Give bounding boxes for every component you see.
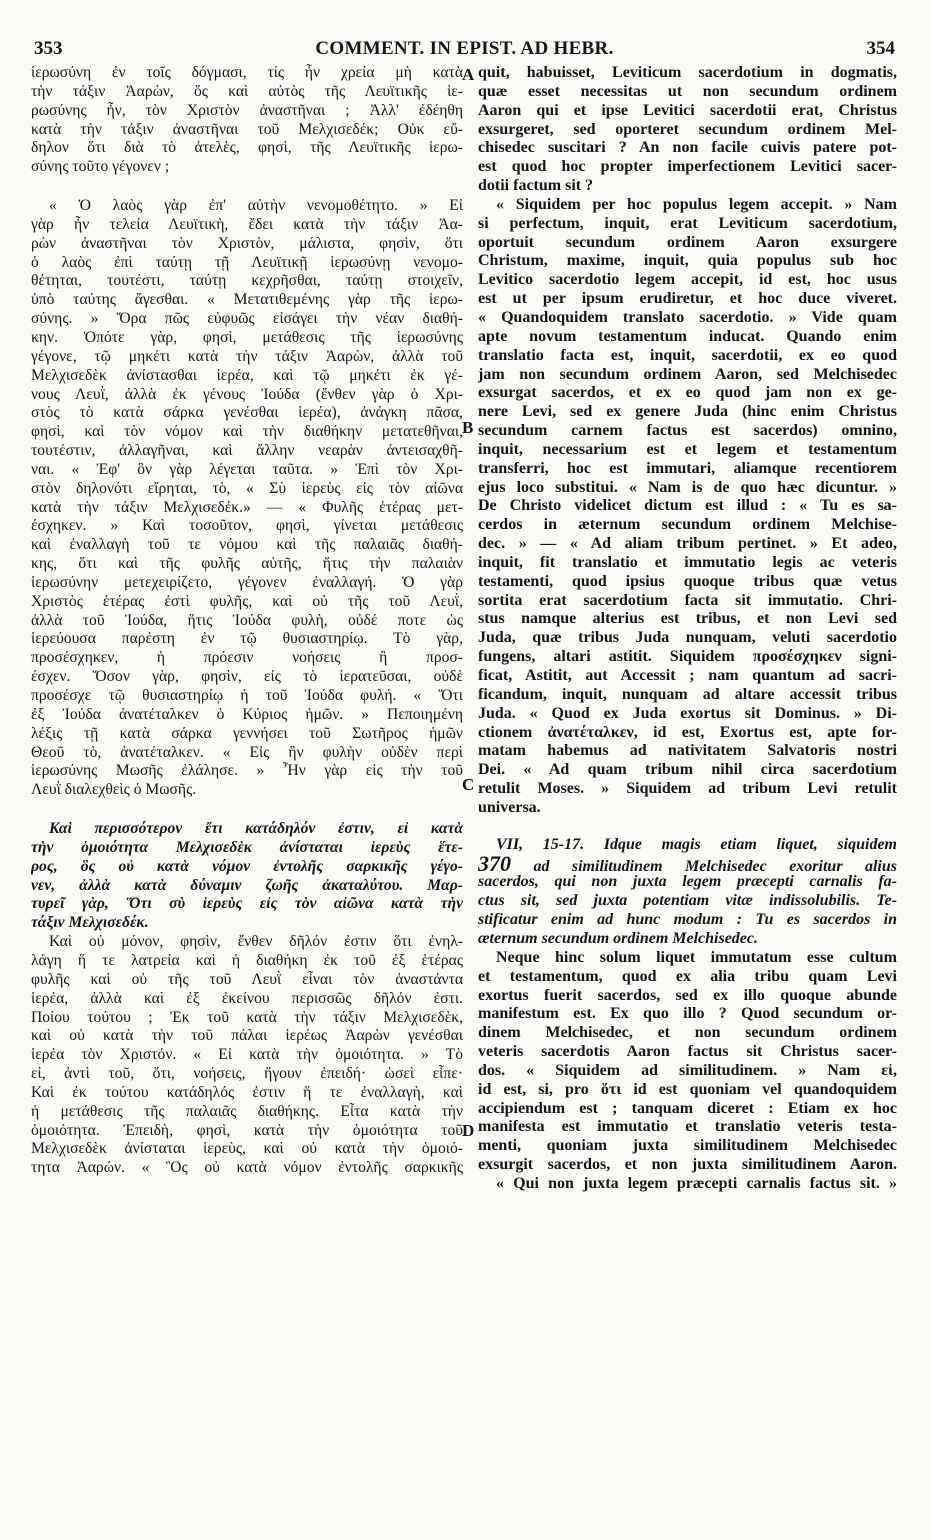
running-title: COMMENT. IN EPIST. AD HEBR. (315, 38, 614, 59)
latin-column (478, 64, 897, 1194)
greek-text-line: Θεοῦ τὸ, ἀνατέταλκεν. « Εἰς ἣν φυλὴν οὐδὲν περὶ (31, 743, 463, 761)
latin-text-line: translatio facta est, inquit, sacerdotii, ex eo quod (478, 346, 897, 364)
latin-text-line: De Christo videlicet dictum est illud : « Tu es sa- (478, 497, 897, 515)
greek-text-line: νους Λευῒ, ἀλλὰ ἐκ γένους Ἰούδα (ἔνθεν γὰρ ὁ Χρι- (31, 385, 463, 403)
latin-text-line: exortus fuerit sacerdos, sed ex illo quoque abunde (478, 986, 897, 1004)
latin-text-line: chisedec suscitari ? An non facile cuivis patere pot- (478, 139, 897, 157)
latin-text-line: stificatur enim ad hunc modum : Tu es sacerdos in (478, 911, 897, 929)
latin-text-line: menti, quoniam juxta similitudinem Melchisedec (478, 1137, 897, 1155)
greek-text-line: Μελχισεδὲκ ἀνίστασθαι ἱερέα, καὶ τῷ μηκέτι ἐκ γέ- (31, 366, 463, 384)
greek-text-line: τὴν ὁμοιότητα Μελχισεδὲκ ἀνίσταται ἱερεὺς ἕτε- (31, 838, 463, 856)
latin-text-line: « Quandoquidem translato sacerdotio. » Vide quam (478, 308, 897, 326)
greek-text-line: λάγη ἥ τε λατρεία καὶ ἡ διαθήκη ἐκ τοῦ ἐξ ἑτέρας (31, 951, 463, 969)
greek-text-line: στὸς τὸ κατὰ σάρκα γενέσθαι ἱερέα), ἀνάγκη πᾶσα, (31, 404, 463, 422)
latin-text-line: manifesta est immutatio et translatio veteris testa- (478, 1118, 897, 1136)
greek-text-line: ὁ λαὸς ἐπὶ ταύτῃ τῇ Λευϊτικῇ ἱερωσύνῃ νενομο- (31, 253, 463, 271)
latin-text-line: est quod hoc propter imperfectionem Levitici sacer- (478, 158, 897, 176)
greek-text-line: ναι. « Ἐφ' ὃν γὰρ λέγεται ταῦτα. » Ἐπὶ τὸν Χρι- (31, 460, 463, 478)
greek-text-line: Καὶ οὐ μόνον, φησὶν, ἔνθεν δῆλόν ἐστιν ὅτι ἐνηλ- (49, 933, 463, 951)
latin-text-line: Aaron qui et ipse Levitici sacerdotii erat, Christus (478, 101, 897, 119)
greek-text-line: θέτηται, τουτέστι, ταύτῃ κεχρῆσθαι, ταύτῃ στοιχεῖν, (31, 272, 463, 290)
greek-text-line: γὰρ ἦν τελεία Λευϊτικὴ, ἔδει κατὰ τὴν τάξιν Ἀα- (31, 215, 463, 233)
latin-text-line: nere Levi, sed ex genere Juda (hinc enim Christus (478, 403, 897, 421)
greek-text-line: φυλῆς καὶ οὐ τῆς τοῦ Λευῒ εἶναι τὸν ἀναστάντα (31, 970, 463, 988)
latin-text-line: manifestum est. Ex quo illo ? Quod secundum or- (478, 1005, 897, 1023)
latin-text-line: Christum, maxime, inquit, quia populus sub hoc (478, 252, 897, 270)
latin-text-line: retulit Moses. » Siquidem ad tribum Levi retulit (478, 780, 897, 798)
greek-text-line: ἱερωσύνης Μωσῆς ἐλάλησε. » Ἦν γὰρ εἰς τὴν τοῦ (31, 762, 463, 780)
latin-text-line: exsurgat sacerdos, et ex eo quod jam non ex ge- (478, 384, 897, 402)
greek-text-line: ὁμοιότητα. Ἐπειδὴ, φησὶ, κατὰ τὴν ὁμοιότητα τοῦ (31, 1121, 463, 1139)
greek-text-line: ἱερέα τὸν Χριστόν. « Εἰ κατὰ τὴν ὁμοιότητα. » Τὸ (31, 1046, 463, 1064)
greek-text-line: τητα Ἀαρών. « Ὃς οὐ κατὰ νόμον ἐντολῆς σαρκικῆς (31, 1159, 463, 1177)
paragraph-gap (31, 800, 463, 820)
greek-text-line: κατὰ τὴν τάξιν ἀναστῆναι τοῦ Μελχισεδέκ; Οὐκ εὔ- (31, 120, 463, 138)
latin-text-line: Dei. « Ad quam tribum nihil circa sacerdotium (478, 761, 897, 779)
running-header (34, 38, 895, 62)
latin-text-line: testamenti, quod ipsius quoque tribus quæ vetus (478, 572, 897, 590)
latin-text-line: et testamentum, quod ex alia tribu quam Levi (478, 967, 897, 985)
latin-text-line: cerdos in æternum secundum ordinem Melchise- (478, 516, 897, 534)
latin-text-line: sacerdos, qui non juxta legem præcepti carnalis fa- (478, 873, 897, 891)
greek-text-line: έσχηκεν. » Καὶ τοσοῦτον, φησὶ, γίνεται μετάθεσις (31, 517, 463, 535)
greek-text-line: γέγονε, τῷ μηκέτι κατὰ τὴν τάξιν Ἀαρὼν, ἀλλὰ τοῦ (31, 347, 463, 365)
greek-text-line: Καὶ περισσότερον ἔτι κατάδηλόν ἐστιν, εἰ κατὰ (49, 820, 463, 838)
greek-text-line: φησὶ, καὶ τὸν νόμον καὶ τὴν διαθήκην μετατεθῆναι, (31, 423, 463, 441)
latin-text-line: Juda, quæ tribus Juda nunquam, veluti sacerdotio (478, 629, 897, 647)
greek-text-line: κατὰ τὴν τάξιν Μελχισεδέκ.» — « Φυλῆς ἑτέρας μετ- (31, 498, 463, 516)
latin-text-line: ficat, Astitit, aut Accessit ; nam quantum ad sacri- (478, 667, 897, 684)
latin-text-line: matam habemus ad nativitatem Salvatoris nostri (478, 742, 897, 760)
paragraph-gap (478, 818, 897, 836)
latin-text-line: transferri, hoc est immutari, aliamque recentiorem (478, 459, 897, 477)
column-number: 370 (478, 854, 511, 874)
latin-text-line: veteris sacerdotis Aaron factus sit Christus sacer- (478, 1043, 897, 1061)
greek-text-line: τὴν τάξιν Ἀαρὼν, ὅς καὶ αὐτὸς τῆς Λευϊτικῆς ἱε- (31, 82, 463, 100)
greek-text-line: προσέσχε τῷ θυσιαστηρίῳ ἡ τοῦ Ἰούδα φυλή. « Ὅτι (31, 687, 463, 704)
latin-text-line: secundum carnem factus est sacerdos) omnino, (478, 422, 897, 440)
latin-text-line: ejus loco substitui. « Nam is de quo hæc dicuntur. » (478, 478, 897, 496)
greek-text-line: λέξις τῇ κατὰ σάρκα γεννήσει τοῦ Σωτῆρος ἡμῶν (31, 724, 463, 742)
latin-text-line: jam non secundum ordinem Aaron, sed Melchisedec (478, 365, 897, 383)
latin-text-line: æternum secundum ordinem Melchisedec. (478, 929, 759, 947)
greek-text-line: « Ὁ λαὸς γὰρ ἐπ' αὐτὴν νενομοθέτητο. » Εἰ (49, 197, 463, 215)
latin-text-line: ficandum, inquit, nunquam ad altare accessit tribus (478, 685, 897, 703)
paragraph-gap (31, 177, 463, 197)
latin-text-line: exsurgeret, sed oporteret secundum ordinem Mel- (478, 120, 897, 138)
page-number-left: 353 (34, 38, 63, 59)
latin-text-line: dec. » — « Ad aliam tribum pertinet. » Et adeo, (478, 535, 897, 553)
latin-text-line: id est, si, pro ὅτι id est quoniam vel quandoquidem (478, 1080, 897, 1098)
latin-text-line: Neque hinc solum liquet immutatum esse cultum (496, 948, 897, 966)
greek-text-line: ἱερωσύνην μετεχειρίζετο, γέγονεν ἐναλλαγή. Ὁ γὰρ (31, 573, 463, 591)
greek-text-line: ρωσύνης ἦν, τὸν Χριστὸν ἀναστῆναι ; Ἀλλ' ἐδέηθη (31, 101, 463, 119)
latin-text-line: dotii factum sit ? (478, 177, 594, 195)
greek-text-line: ρος, ὃς οὐ κατὰ νόμον ἐντολῆς σαρκικῆς γέγο- (31, 857, 463, 875)
latin-text-line: accipiendum est ; tanquam diceret : Etiam ex hoc (478, 1099, 897, 1117)
margin-letter-b: B (462, 418, 474, 437)
greek-column (31, 64, 463, 1178)
greek-text-line: εἰ, ἀντὶ τοῦ, ὅτι, νοήσεις, ἤγουν ἐπειδή· ὡσεὶ εἶπε· (31, 1065, 463, 1083)
greek-text-line: ἱερωσύνη ἐν τοῖς δόγμασι, τίς ἦν χρεία μὴ κατὰ (31, 64, 463, 81)
greek-text-line: τουτέστιν, ἀλλαγῆναι, καὶ ἄλλην νεαρὰν ἀντεισαχθῆ- (31, 442, 463, 460)
greek-text-line: ἀλλὰ τοῦ Ἰούδα, ἥτις Ἰούδα φυλὴ, οὐδέ ποτε ὡς (31, 611, 463, 629)
greek-text-line: Χριστὸς ἑτέρας ἐστὶ φυλῆς, καὶ οὐ τῆς τοῦ Λευῒ, (31, 592, 463, 610)
greek-text-line: κην. Ὁπότε γὰρ, φησὶ, μετάθεσις τῆς ἱερωσύνης (31, 328, 463, 346)
greek-text-line: νεν, ἀλλὰ κατὰ δύναμιν ζωῆς ἀκαταλύτου. Μαρ- (31, 876, 463, 894)
latin-text-line: est ut per ipsum erudiretur, et hoc duce viveret. (478, 290, 897, 308)
latin-text-line: exsurgit sacerdos, et non juxta similitudinem Aaron. (478, 1156, 897, 1174)
greek-text-line: τυρεῖ γὰρ, Ὅτι σὺ ἱερεὺς εἰς τὸν αἰῶνα κατὰ τὴν (31, 895, 463, 913)
latin-text-line: fungens, altari astitit. Siquidem προσέσχηκεν signi- (478, 648, 897, 666)
latin-text-line: oportuit secundum ordinem Aaron exsurgere (478, 233, 897, 251)
greek-text-line: σύνης. » Ὅρα πῶς εὐφυῶς εἰσάγει τὴν νέαν διαθή- (31, 310, 463, 328)
latin-text-line: « Siquidem per hoc populus legem accepit. » Nam (496, 195, 897, 213)
greek-text-line: κης, ὅτι καὶ τῆς φυλῆς αὐτῆς, ἥτις τὴν παλαιὰν (31, 555, 463, 573)
greek-text-line: τάξιν Μελχισεδέκ. (31, 914, 149, 932)
greek-text-line: καὶ ἐναλλαγὴ τοῦ τε νόμου καὶ τῆς παλαιᾶς διαθή- (31, 536, 463, 554)
greek-text-line: ἐξ Ἰούδα ἀνατέταλκεν ὁ Κύριος ἡμῶν. » Πεποιημένη (31, 705, 463, 723)
greek-text-line: καὶ οὐ κατὰ τὴν τοῦ πάλαι ἱερέως Ἀαρὼν γενέσθαι (31, 1027, 463, 1045)
greek-text-line: σύνης τοῦτο γέγονεν ; (31, 158, 170, 176)
latin-text-line: « Qui non juxta legem præcepti carnalis factus sit. » (496, 1174, 897, 1192)
latin-text-line: inquit, necessarium est et legem et testamentum (478, 440, 897, 458)
greek-text-line: Λευῒ διαλεχθεὶς ὁ Μωσῆς. (31, 781, 197, 799)
latin-text-line: apte novum testamentum inducat. Quando enim (478, 327, 897, 345)
latin-text-line: VII, 15-17. Idque magis etiam liquet, siquidem (496, 835, 897, 853)
greek-text-line: Καὶ ἐκ τούτου κατάδηλός ἐστιν ἥ τε ἐναλλαγὴ, καὶ (31, 1083, 463, 1101)
greek-text-line: ἡ μετάθεσις τῆς παλαιᾶς διαθήκης. Εἶτα κατὰ τὴν (31, 1102, 463, 1120)
latin-text-line: stus namque alterius est tribus, et non Levi sed (478, 610, 897, 628)
latin-text-line: Levitico sacerdotio legem accepit, id est, hoc usus (478, 271, 897, 289)
margin-letter-c: C (462, 775, 475, 794)
greek-text-line: Μελχισεδὲκ ἀνίσταται ἱερεὺς, καὶ οὐ κατὰ τὴν ὁμοιό- (31, 1140, 463, 1158)
latin-text-line: si perfectum, inquit, erat Leviticum sacerdotium, (478, 214, 897, 232)
latin-text-line: quæ esset necessitas ut non secundum ordinem (478, 82, 897, 100)
latin-text-line: ctus sit, sed juxta potentiam vitæ indissolubilis. Te- (478, 892, 897, 910)
latin-text-line: sortita erat sacerdotium facta sit immutatio. Chri- (478, 591, 897, 609)
greek-text-line: ρὼν ἀναστῆναι τὸν Χριστὸν, μάλιστα, φησὶν, ὅτι (31, 234, 463, 252)
latin-text-line: Juda. « Quod ex Juda exortus sit Dominus. » Di- (478, 704, 897, 722)
latin-text-line: ctionem ἀνατέταλκεν, id est, Exortus est, apte for- (478, 723, 897, 741)
greek-text-line: δηλον ὅτι διὰ τὸ ἀτελὲς, φησὶ, τῆς Λευϊτικῆς ἱερω- (31, 139, 463, 157)
greek-text-line: έσχεν. Ὅσον γὰρ, φησὶν, εἰς τὸ ἱερατεῦσαι, οὐδὲ (31, 668, 463, 686)
greek-text-line: ἱερεύουσα παρέστη ἐν τῷ θυσιαστηρίῳ. Τὸ γὰρ, (31, 630, 463, 648)
greek-text-line: προσέσχηκεν, ἡ πρόεσιν νοήσεις ἢ προσ- (31, 649, 463, 667)
latin-text-line: quit, habuisset, Leviticum sacerdotium in dogmatis, (478, 64, 897, 81)
greek-text-line: ἱερέα, ἀλλὰ καὶ ἐξ ἐκείνου περισσῶς δῆλόν ἐστι. (31, 989, 463, 1007)
margin-letter-a: A (462, 65, 475, 84)
latin-text-line: dos. « Siquidem ad similitudinem. » Nam εἰ, (478, 1061, 897, 1079)
latin-text-line: 370 ad similitudinem Melchisedec exoritur alius (478, 855, 897, 874)
latin-text-line: universa. (478, 798, 541, 816)
greek-text-line: στὸν δηλονότι εἴρηται, τὸ, « Σὺ ἱερεὺς εἰς τὸν αἰῶνα (31, 479, 463, 497)
margin-letter-d: D (462, 1121, 475, 1140)
latin-text-line: inquit, fit translatio et immutatio legis ac veteris (478, 553, 897, 571)
latin-text-line: dinem Melchisedec, et non secundum ordinem (478, 1024, 897, 1042)
greek-text-line: ὑπὸ ταύτης ἄγεσθαι. « Μετατιθεμένης γὰρ τῆς ἱερω- (31, 291, 463, 309)
greek-text-line: Ποίου τούτου ; Ἐκ τοῦ κατὰ τὴν τάξιν Μελχισεδὲκ, (31, 1008, 463, 1026)
page-number-right: 354 (866, 38, 895, 59)
